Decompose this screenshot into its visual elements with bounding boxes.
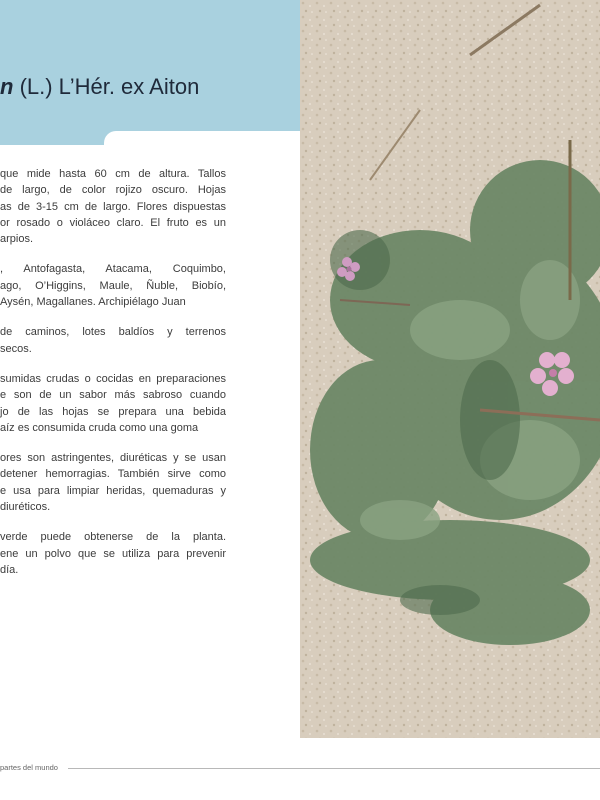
body-paragraph xyxy=(0,324,226,357)
body-line: , Antofagasta, Atacama, Coquimbo, xyxy=(0,263,226,276)
species-title-authority: (L.) L’Hér. ex Aiton xyxy=(13,74,200,99)
body-line: diuréticos. xyxy=(0,501,51,514)
species-title xyxy=(0,74,300,100)
footer-rule xyxy=(68,768,600,769)
body-line: secos. xyxy=(0,342,32,355)
species-title-genus: n xyxy=(0,74,14,99)
body-line: que mide hasta 60 cm de altura. Tallos xyxy=(0,168,226,180)
title-band xyxy=(0,0,300,145)
title-band-tab xyxy=(0,131,106,145)
body-paragraph xyxy=(0,371,226,436)
plant-photo-illustration xyxy=(300,0,600,738)
body-line: día. xyxy=(0,563,19,576)
footer-text: partes del mundo xyxy=(0,763,58,772)
body-line: jo de las hojas se prepara una bebida xyxy=(0,405,226,418)
body-line: de largo, de color rojizo oscuro. Hojas xyxy=(0,184,226,197)
body-line: e usa para limpiar heridas, quemaduras y xyxy=(0,484,226,497)
body-line: verde puede obtenerse de la planta. xyxy=(0,531,226,544)
body-line: ago, O’Higgins, Maule, Ñuble, Biobío, xyxy=(0,279,226,292)
body-line: sumidas crudas o cocidas en preparaciones xyxy=(0,372,226,385)
body-line: e son de un sabor más sabroso cuando xyxy=(0,389,226,402)
body-line: ene un polvo que se utiliza para prevenir xyxy=(0,547,226,560)
body-line: Aysén, Magallanes. Archipiélago Juan xyxy=(0,296,186,309)
body-paragraph xyxy=(0,261,226,310)
body-paragraph xyxy=(0,450,226,515)
body-line: ores son astringentes, diuréticas y se usan xyxy=(0,452,226,465)
body-text xyxy=(0,166,226,592)
plant-photo xyxy=(300,0,600,738)
body-line: de caminos, lotes baldíos y terrenos xyxy=(0,326,226,339)
body-paragraph xyxy=(0,529,226,578)
body-line: as de 3-15 cm de largo. Flores dispuestas xyxy=(0,200,226,213)
body-line: detener hemorragias. También sirve como xyxy=(0,468,226,481)
body-line: or rosado o violáceo claro. El fruto es un xyxy=(0,216,226,229)
body-line: arpios. xyxy=(0,233,34,246)
title-band-curve xyxy=(104,131,300,151)
body-paragraph xyxy=(0,166,226,247)
body-line: aíz es consumida cruda como una goma xyxy=(0,421,199,434)
